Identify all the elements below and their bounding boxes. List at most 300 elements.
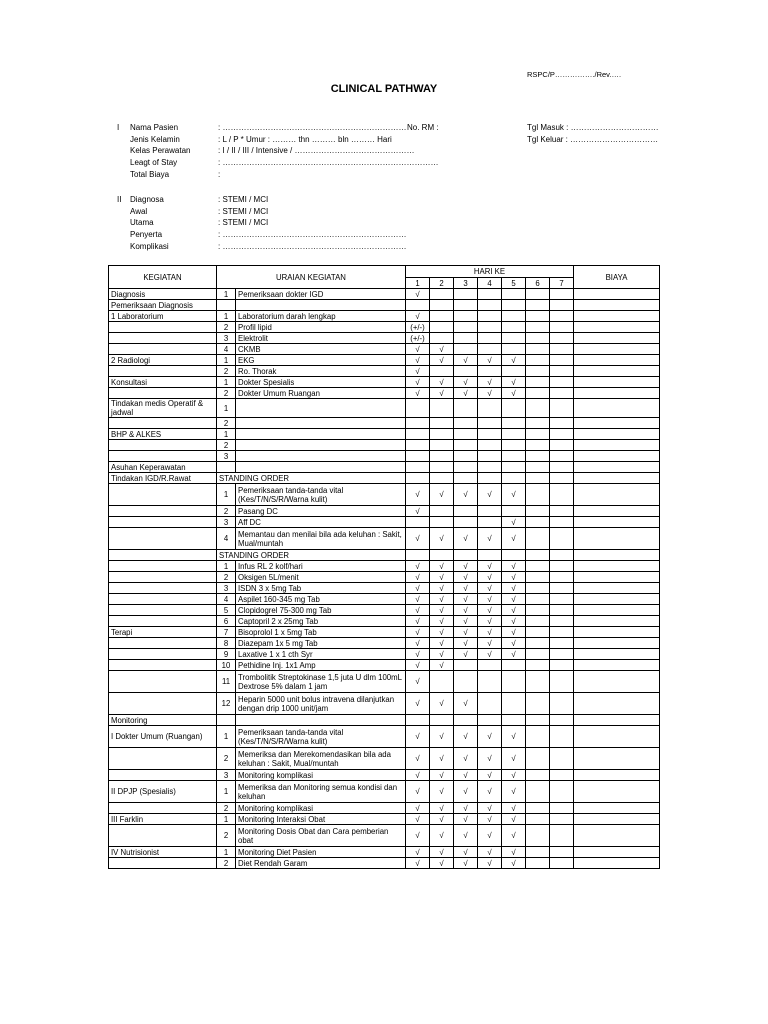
day-check-cell: [550, 517, 574, 528]
item-number-cell: 1: [217, 429, 236, 440]
table-row: [109, 649, 660, 660]
biaya-cell: [574, 355, 660, 366]
day-check-cell: √: [502, 814, 526, 825]
table-row: [109, 825, 660, 847]
kegiatan-cell: [109, 671, 217, 693]
biaya-cell: [574, 300, 660, 311]
biaya-cell: [574, 847, 660, 858]
uraian-cell: Clopidogrel 75-300 mg Tab: [236, 605, 406, 616]
day-check-cell: [430, 289, 454, 300]
day-check-cell: [550, 451, 574, 462]
header-day: 1: [406, 278, 430, 289]
biaya-cell: [574, 748, 660, 770]
kegiatan-cell: [109, 561, 217, 572]
biaya-cell: [574, 344, 660, 355]
day-check-cell: √: [478, 484, 502, 506]
day-check-cell: [526, 311, 550, 322]
item-number-cell: 2: [217, 803, 236, 814]
day-check-cell: [478, 506, 502, 517]
day-check-cell: [526, 517, 550, 528]
day-check-cell: √: [406, 858, 430, 869]
biaya-cell: [574, 388, 660, 399]
table-row: [109, 484, 660, 506]
day-check-cell: [454, 440, 478, 451]
day-check-cell: [478, 715, 502, 726]
field-label: Komplikasi: [130, 241, 169, 251]
kegiatan-cell: [109, 322, 217, 333]
day-check-cell: [550, 429, 574, 440]
biaya-cell: [574, 462, 660, 473]
kegiatan-cell: [109, 484, 217, 506]
table-row: [109, 289, 660, 300]
day-check-cell: √: [454, 355, 478, 366]
item-number-cell: 8: [217, 638, 236, 649]
day-check-cell: [550, 418, 574, 429]
table-row: [109, 594, 660, 605]
day-check-cell: [526, 825, 550, 847]
day-check-cell: [550, 561, 574, 572]
item-number-cell: 3: [217, 770, 236, 781]
day-check-cell: [502, 311, 526, 322]
day-check-cell: (+/-): [406, 333, 430, 344]
day-check-cell: [526, 594, 550, 605]
kegiatan-cell: Tindakan IGD/R.Rawat: [109, 473, 217, 484]
header-biaya: BIAYA: [574, 266, 660, 289]
day-check-cell: [478, 550, 502, 561]
day-check-cell: √: [430, 355, 454, 366]
day-check-cell: [550, 550, 574, 561]
uraian-cell: Aff DC: [236, 517, 406, 528]
kegiatan-cell: [109, 583, 217, 594]
table-row: [109, 473, 660, 484]
day-check-cell: [478, 693, 502, 715]
day-check-cell: [502, 429, 526, 440]
day-check-cell: [406, 517, 430, 528]
item-number-cell: 1: [217, 355, 236, 366]
day-check-cell: √: [430, 770, 454, 781]
day-check-cell: √: [430, 377, 454, 388]
day-check-cell: [502, 506, 526, 517]
item-number-cell: 2: [217, 825, 236, 847]
uraian-cell: [236, 429, 406, 440]
biaya-cell: [574, 583, 660, 594]
table-row: [109, 770, 660, 781]
table-row: [109, 748, 660, 770]
header-day: 6: [526, 278, 550, 289]
item-number-cell: 1: [217, 561, 236, 572]
day-check-cell: [550, 748, 574, 770]
item-number-cell: 2: [217, 388, 236, 399]
day-check-cell: [526, 528, 550, 550]
uraian-cell: Pemeriksaan tanda-tanda vital (Kes/T/N/S/R/Warna kulit): [236, 484, 406, 506]
field-label: Jenis Kelamin: [130, 134, 180, 144]
table-row: [109, 322, 660, 333]
day-check-cell: √: [478, 803, 502, 814]
day-check-cell: [550, 583, 574, 594]
day-check-cell: [526, 748, 550, 770]
day-check-cell: [550, 825, 574, 847]
section-number: I: [117, 123, 120, 132]
day-check-cell: [454, 550, 478, 561]
day-check-cell: [406, 429, 430, 440]
day-check-cell: [406, 473, 430, 484]
uraian-cell: Memeriksa dan Monitoring semua kondisi dan keluhan: [236, 781, 406, 803]
day-check-cell: [526, 418, 550, 429]
day-check-cell: √: [454, 605, 478, 616]
biaya-cell: [574, 825, 660, 847]
day-check-cell: [550, 638, 574, 649]
day-check-cell: [502, 399, 526, 418]
day-check-cell: √: [406, 528, 430, 550]
day-check-cell: [526, 638, 550, 649]
day-check-cell: [526, 550, 550, 561]
day-check-cell: [550, 473, 574, 484]
kegiatan-cell: 2 Radiologi: [109, 355, 217, 366]
day-check-cell: [478, 289, 502, 300]
biaya-cell: [574, 660, 660, 671]
day-check-cell: √: [478, 616, 502, 627]
day-check-cell: √: [430, 627, 454, 638]
biaya-cell: [574, 605, 660, 616]
biaya-cell: [574, 627, 660, 638]
kegiatan-cell: Tindakan medis Operatif & jadwal: [109, 399, 217, 418]
item-number-cell: [217, 715, 236, 726]
field-value: : ………………………………………………………………………: [218, 158, 439, 168]
uraian-cell: Bisoprolol 1 x 5mg Tab: [236, 627, 406, 638]
day-check-cell: [526, 770, 550, 781]
biaya-cell: [574, 322, 660, 333]
biaya-cell: [574, 715, 660, 726]
item-number-cell: 10: [217, 660, 236, 671]
table-row: [109, 814, 660, 825]
day-check-cell: √: [478, 847, 502, 858]
day-check-cell: √: [454, 770, 478, 781]
day-check-cell: √: [430, 616, 454, 627]
uraian-cell: Monitoring Dosis Obat dan Cara pemberian obat: [236, 825, 406, 847]
table-row: [109, 429, 660, 440]
item-number-cell: 3: [217, 517, 236, 528]
item-number-cell: [217, 462, 236, 473]
header-kegiatan: KEGIATAN: [109, 266, 217, 289]
day-check-cell: [454, 311, 478, 322]
table-row: [109, 847, 660, 858]
table-row: [109, 550, 660, 561]
day-check-cell: √: [502, 594, 526, 605]
day-check-cell: [550, 333, 574, 344]
uraian-cell: Dokter Spesialis: [236, 377, 406, 388]
day-check-cell: √: [454, 638, 478, 649]
day-check-cell: [478, 366, 502, 377]
day-check-cell: √: [406, 366, 430, 377]
uraian-cell: EKG: [236, 355, 406, 366]
biaya-cell: [574, 814, 660, 825]
day-check-cell: [502, 660, 526, 671]
uraian-cell: Oksigen 5L/menit: [236, 572, 406, 583]
day-check-cell: [550, 770, 574, 781]
uraian-cell: Diazepam 1x 5 mg Tab: [236, 638, 406, 649]
biaya-cell: [574, 399, 660, 418]
field-value: : ……………………………………………………………: [218, 241, 407, 251]
table-row: [109, 462, 660, 473]
day-check-cell: √: [502, 528, 526, 550]
kegiatan-cell: [109, 770, 217, 781]
day-check-cell: [502, 289, 526, 300]
table-row: [109, 715, 660, 726]
day-check-cell: [526, 289, 550, 300]
day-check-cell: [478, 429, 502, 440]
day-check-cell: [478, 440, 502, 451]
biaya-cell: [574, 781, 660, 803]
day-check-cell: √: [406, 616, 430, 627]
day-check-cell: [478, 300, 502, 311]
biaya-cell: [574, 333, 660, 344]
day-check-cell: [526, 847, 550, 858]
uraian-cell: ISDN 3 x 5mg Tab: [236, 583, 406, 594]
biaya-cell: [574, 366, 660, 377]
day-check-cell: √: [478, 858, 502, 869]
biaya-cell: [574, 517, 660, 528]
uraian-cell: Monitoring komplikasi: [236, 770, 406, 781]
table-row: [109, 726, 660, 748]
field-label: Penyerta: [130, 230, 163, 240]
uraian-cell: Trombolitik Streptokinase 1,5 juta U dlm 100mL Dextrose 5% dalam 1 jam: [236, 671, 406, 693]
table-row: [109, 627, 660, 638]
field-value: :: [218, 169, 221, 179]
field-label: Awal: [130, 206, 148, 216]
uraian-cell: Aspilet 160-345 mg Tab: [236, 594, 406, 605]
day-check-cell: [454, 462, 478, 473]
day-check-cell: √: [430, 660, 454, 671]
day-check-cell: [526, 803, 550, 814]
day-check-cell: √: [478, 605, 502, 616]
day-check-cell: [478, 333, 502, 344]
uraian-cell: Ro. Thorak: [236, 366, 406, 377]
day-check-cell: [430, 517, 454, 528]
day-check-cell: √: [406, 649, 430, 660]
table-row: [109, 440, 660, 451]
table-row: [109, 333, 660, 344]
day-check-cell: √: [502, 517, 526, 528]
kegiatan-cell: [109, 388, 217, 399]
day-check-cell: [502, 300, 526, 311]
day-check-cell: [406, 399, 430, 418]
kegiatan-cell: [109, 825, 217, 847]
day-check-cell: [550, 616, 574, 627]
day-check-cell: √: [406, 803, 430, 814]
kegiatan-cell: Konsultasi: [109, 377, 217, 388]
day-check-cell: [550, 528, 574, 550]
day-check-cell: [526, 366, 550, 377]
table-row: [109, 366, 660, 377]
day-check-cell: √: [478, 649, 502, 660]
item-number-cell: 2: [217, 572, 236, 583]
day-check-cell: √: [406, 726, 430, 748]
biaya-cell: [574, 594, 660, 605]
kegiatan-cell: I Dokter Umum (Ruangan): [109, 726, 217, 748]
day-check-cell: √: [406, 506, 430, 517]
item-number-cell: 1: [217, 726, 236, 748]
day-check-cell: √: [454, 616, 478, 627]
day-check-cell: [526, 649, 550, 660]
day-check-cell: [526, 399, 550, 418]
day-check-cell: √: [502, 377, 526, 388]
day-check-cell: [550, 311, 574, 322]
header-day: 4: [478, 278, 502, 289]
day-check-cell: √: [406, 289, 430, 300]
day-check-cell: [502, 366, 526, 377]
day-check-cell: [478, 451, 502, 462]
day-check-cell: √: [406, 627, 430, 638]
day-check-cell: [430, 473, 454, 484]
uraian-cell: [236, 451, 406, 462]
day-check-cell: [430, 399, 454, 418]
uraian-cell: [236, 462, 406, 473]
field-label: Diagnosa: [130, 195, 164, 204]
day-check-cell: √: [430, 344, 454, 355]
day-check-cell: √: [454, 484, 478, 506]
field-label: Total Biaya: [130, 169, 170, 179]
table-row: [109, 517, 660, 528]
kegiatan-cell: [109, 803, 217, 814]
day-check-cell: [502, 440, 526, 451]
day-check-cell: [454, 333, 478, 344]
field-value: : STEMI / MCI: [218, 195, 269, 204]
uraian-cell: Memeriksa dan Merekomendasikan bila ada keluhan : Sakit, Mual/muntah: [236, 748, 406, 770]
day-check-cell: [478, 344, 502, 355]
day-check-cell: [550, 506, 574, 517]
field-value: : I / II / III / Intensive / ………………………………………: [218, 146, 415, 156]
day-check-cell: √: [478, 638, 502, 649]
biaya-cell: [574, 572, 660, 583]
day-check-cell: [550, 462, 574, 473]
day-check-cell: [406, 451, 430, 462]
day-check-cell: √: [478, 572, 502, 583]
biaya-cell: [574, 616, 660, 627]
day-check-cell: [502, 322, 526, 333]
biaya-cell: [574, 484, 660, 506]
field-value: : ……………………………………………………………: [218, 123, 407, 132]
biaya-cell: [574, 693, 660, 715]
day-check-cell: √: [430, 594, 454, 605]
day-check-cell: √: [406, 814, 430, 825]
tgl-keluar: Tgl Keluar : ……………………………: [527, 135, 659, 144]
day-check-cell: [454, 517, 478, 528]
table-row: [109, 506, 660, 517]
uraian-cell: Heparin 5000 unit bolus intravena dilanjutkan dengan drip 1000 unit/jam: [236, 693, 406, 715]
day-check-cell: √: [406, 693, 430, 715]
day-check-cell: [502, 715, 526, 726]
item-number-cell: 6: [217, 616, 236, 627]
day-check-cell: [550, 649, 574, 660]
day-check-cell: [454, 399, 478, 418]
table-row: [109, 528, 660, 550]
day-check-cell: [526, 781, 550, 803]
day-check-cell: [454, 506, 478, 517]
day-check-cell: [478, 399, 502, 418]
day-check-cell: [454, 473, 478, 484]
table-row: [109, 781, 660, 803]
biaya-cell: [574, 429, 660, 440]
day-check-cell: [430, 462, 454, 473]
day-check-cell: √: [430, 605, 454, 616]
field-value: : ……………………………………………………………: [218, 230, 407, 240]
day-check-cell: [430, 715, 454, 726]
day-check-cell: √: [430, 748, 454, 770]
day-check-cell: √: [454, 377, 478, 388]
item-number-cell: 5: [217, 605, 236, 616]
day-check-cell: [454, 289, 478, 300]
day-check-cell: √: [478, 583, 502, 594]
uraian-cell: [236, 715, 406, 726]
day-check-cell: [526, 583, 550, 594]
day-check-cell: [502, 344, 526, 355]
day-check-cell: [526, 388, 550, 399]
day-check-cell: [550, 627, 574, 638]
day-check-cell: √: [478, 825, 502, 847]
day-check-cell: √: [406, 583, 430, 594]
day-check-cell: [454, 671, 478, 693]
day-check-cell: √: [454, 726, 478, 748]
day-check-cell: √: [502, 726, 526, 748]
uraian-cell: Captopril 2 x 25mg Tab: [236, 616, 406, 627]
biaya-cell: [574, 770, 660, 781]
day-check-cell: [550, 344, 574, 355]
item-number-cell: 2: [217, 858, 236, 869]
day-check-cell: [430, 333, 454, 344]
day-check-cell: [526, 506, 550, 517]
item-number-cell: 2: [217, 322, 236, 333]
field-value: : STEMI / MCI: [218, 218, 269, 228]
uraian-cell: Laxative 1 x 1 cth Syr: [236, 649, 406, 660]
day-check-cell: √: [406, 660, 430, 671]
day-check-cell: [526, 473, 550, 484]
biaya-cell: [574, 377, 660, 388]
kegiatan-cell: [109, 366, 217, 377]
day-check-cell: √: [430, 638, 454, 649]
kegiatan-cell: [109, 550, 217, 561]
day-check-cell: √: [478, 627, 502, 638]
day-check-cell: [550, 693, 574, 715]
day-check-cell: [406, 550, 430, 561]
day-check-cell: √: [502, 649, 526, 660]
day-check-cell: √: [502, 858, 526, 869]
day-check-cell: [550, 399, 574, 418]
uraian-cell: [236, 418, 406, 429]
biaya-cell: [574, 671, 660, 693]
table-row: [109, 399, 660, 418]
item-number-cell: 1: [217, 289, 236, 300]
table-row: [109, 344, 660, 355]
day-check-cell: [430, 322, 454, 333]
day-check-cell: [502, 462, 526, 473]
biaya-cell: [574, 473, 660, 484]
table-row: [109, 660, 660, 671]
table-row: [109, 388, 660, 399]
day-check-cell: [430, 418, 454, 429]
table-row: [109, 671, 660, 693]
day-check-cell: [550, 726, 574, 748]
kegiatan-cell: Pemeriksaan Diagnosis: [109, 300, 217, 311]
day-check-cell: [550, 847, 574, 858]
biaya-cell: [574, 418, 660, 429]
uraian-cell: Monitoring komplikasi: [236, 803, 406, 814]
standing-order-cell: STANDING ORDER: [217, 550, 406, 561]
day-check-cell: √: [502, 825, 526, 847]
day-check-cell: [430, 429, 454, 440]
day-check-cell: √: [430, 583, 454, 594]
day-check-cell: √: [478, 377, 502, 388]
day-check-cell: √: [406, 594, 430, 605]
